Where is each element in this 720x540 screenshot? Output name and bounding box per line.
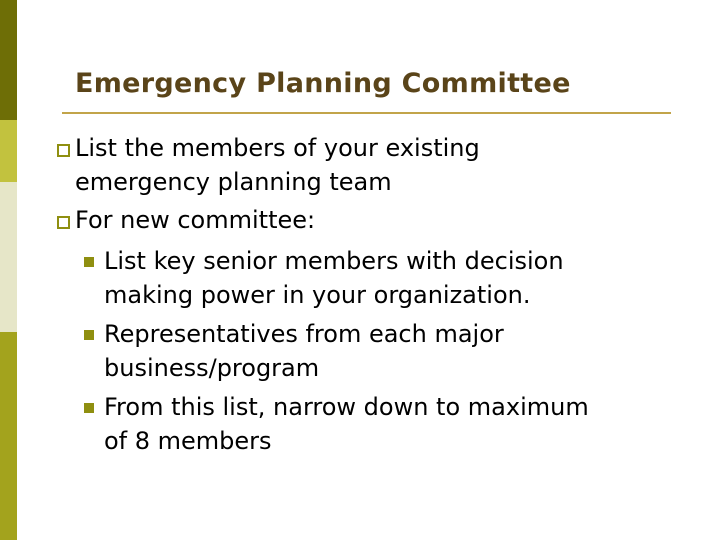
sub-bullet-line: List key senior members with decision [104,247,564,275]
sub-bullet-line: Representatives from each major [104,320,504,348]
sub-bullet-line: making power in your organization. [104,281,531,309]
hollow-square-bullet-icon [57,144,70,157]
solid-square-bullet-icon [84,330,94,340]
sub-bullet-line: of 8 members [104,427,272,455]
bullet-line: List the members of your existing [75,134,480,162]
solid-square-bullet-icon [84,403,94,413]
hollow-square-bullet-icon [57,216,70,229]
sub-bullet-line: From this list, narrow down to maximum [104,393,589,421]
bullet-line: emergency planning team [75,168,392,196]
bullet-line: For new committee: [75,206,316,234]
solid-square-bullet-icon [84,257,94,267]
sub-bullet-line: business/program [104,354,320,382]
slide-title: Emergency Planning Committee [75,68,571,99]
